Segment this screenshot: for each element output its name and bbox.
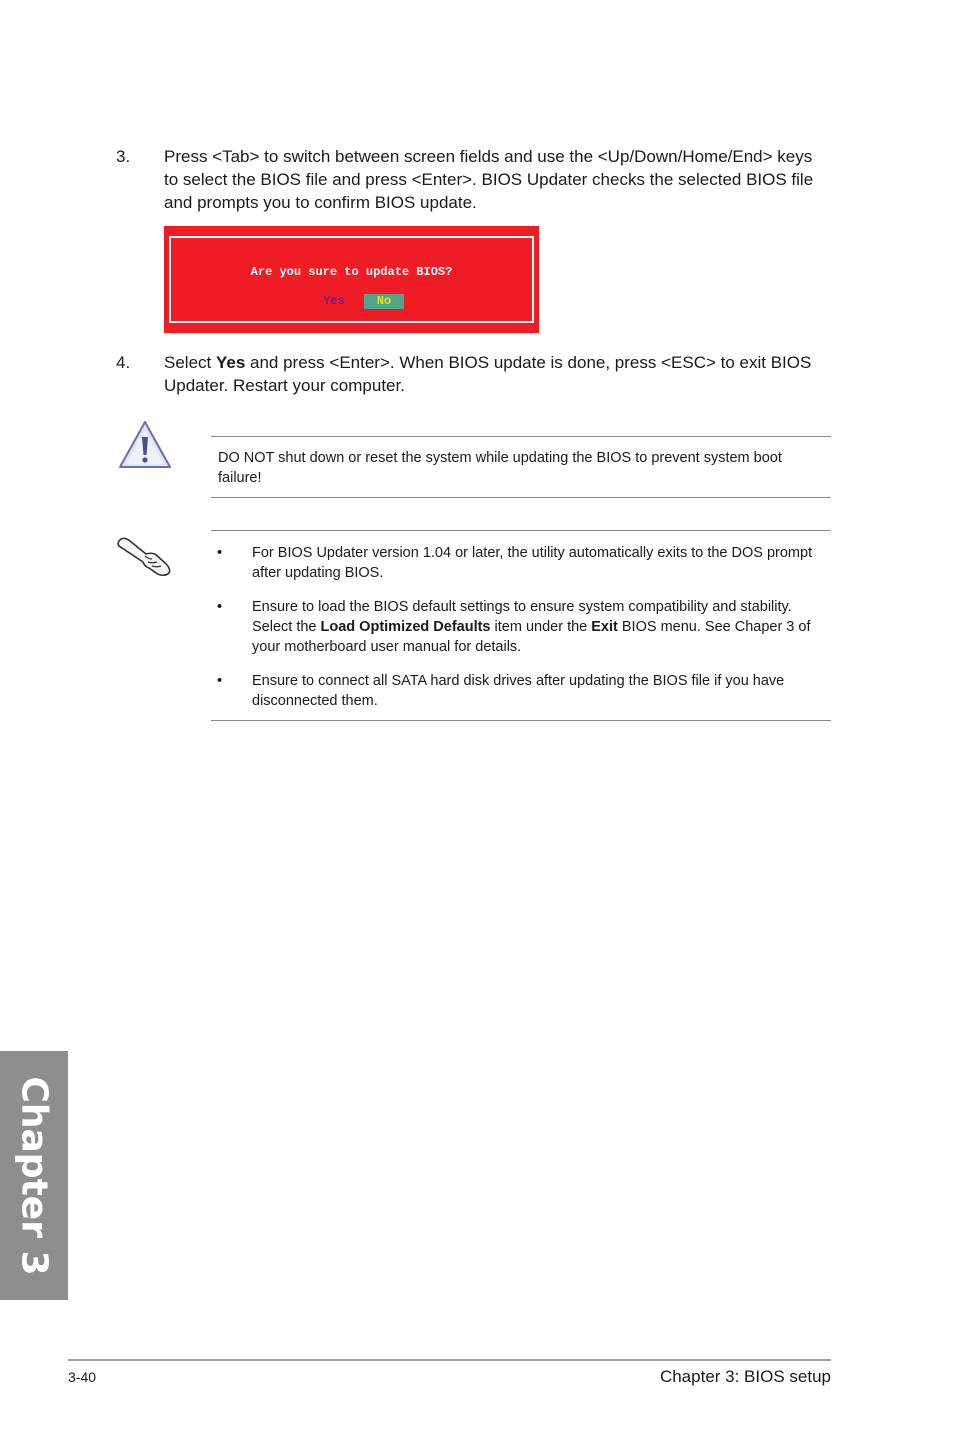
footer-chapter-title: Chapter 3: BIOS setup	[659, 1367, 831, 1386]
bullet-bold: Load Optimized Defaults	[320, 619, 491, 635]
dialog-question: Are you sure to update BIOS?	[250, 265, 453, 279]
note-bullet	[211, 597, 831, 657]
chapter-tab-label: Chapter 3	[13, 1076, 55, 1276]
bullet-text: Ensure to connect all SATA hard disk drives after updating the BIOS file if you have disconnected them.	[252, 673, 785, 709]
step-3	[116, 145, 831, 214]
warning-box	[211, 436, 831, 498]
step-text-part: Select	[164, 353, 216, 372]
footer-divider	[68, 1359, 831, 1361]
bullet-text	[252, 597, 827, 657]
note-bullet	[211, 671, 831, 711]
dialog-frame	[169, 236, 534, 323]
bullet-dot: •	[217, 599, 223, 615]
note-box	[211, 530, 831, 721]
step-number: 4.	[116, 353, 131, 372]
bullet-text-part: Ensure to load the BIOS default settings to ensure system compatibility and stability. Select the	[252, 599, 792, 635]
step-number: 3.	[116, 147, 131, 166]
pointing-hand-icon	[116, 532, 174, 578]
bios-confirm-dialog	[164, 226, 539, 333]
no-button[interactable]: No	[364, 294, 404, 309]
step-text: Press <Tab> to switch between screen fields and use the <Up/Down/Home/End> keys to select the BIOS file and press <Enter>. BIOS Updater checks the selected BIOS file and prompts you to confirm BIOS update.	[164, 147, 814, 212]
step-text-part: and press <Enter>. When BIOS update is done, press <ESC> to exit BIOS Updater. Restart your computer.	[164, 353, 812, 395]
note-bullet	[211, 543, 831, 583]
bullet-dot: •	[217, 673, 223, 689]
bullet-text-part: BIOS menu. See Chaper 3 of your motherboard user manual for details.	[252, 619, 811, 655]
bullet-text-part: item under the	[490, 619, 592, 635]
step-text	[164, 351, 831, 397]
yes-button[interactable]: Yes	[323, 294, 345, 308]
warning-text: DO NOT shut down or reset the system while updating the BIOS to prevent system boot failure!	[218, 450, 782, 486]
step-bold-yes: Yes	[215, 353, 246, 372]
step-4	[116, 351, 831, 397]
bullet-dot: •	[217, 545, 223, 561]
chapter-tab	[0, 1051, 68, 1300]
bullet-bold: Exit	[591, 619, 618, 635]
page-number: 3-40	[68, 1369, 97, 1385]
warning-triangle-icon	[118, 420, 172, 470]
bullet-text: For BIOS Updater version 1.04 or later, the utility automatically exits to the DOS prompt after updating BIOS.	[252, 545, 813, 581]
